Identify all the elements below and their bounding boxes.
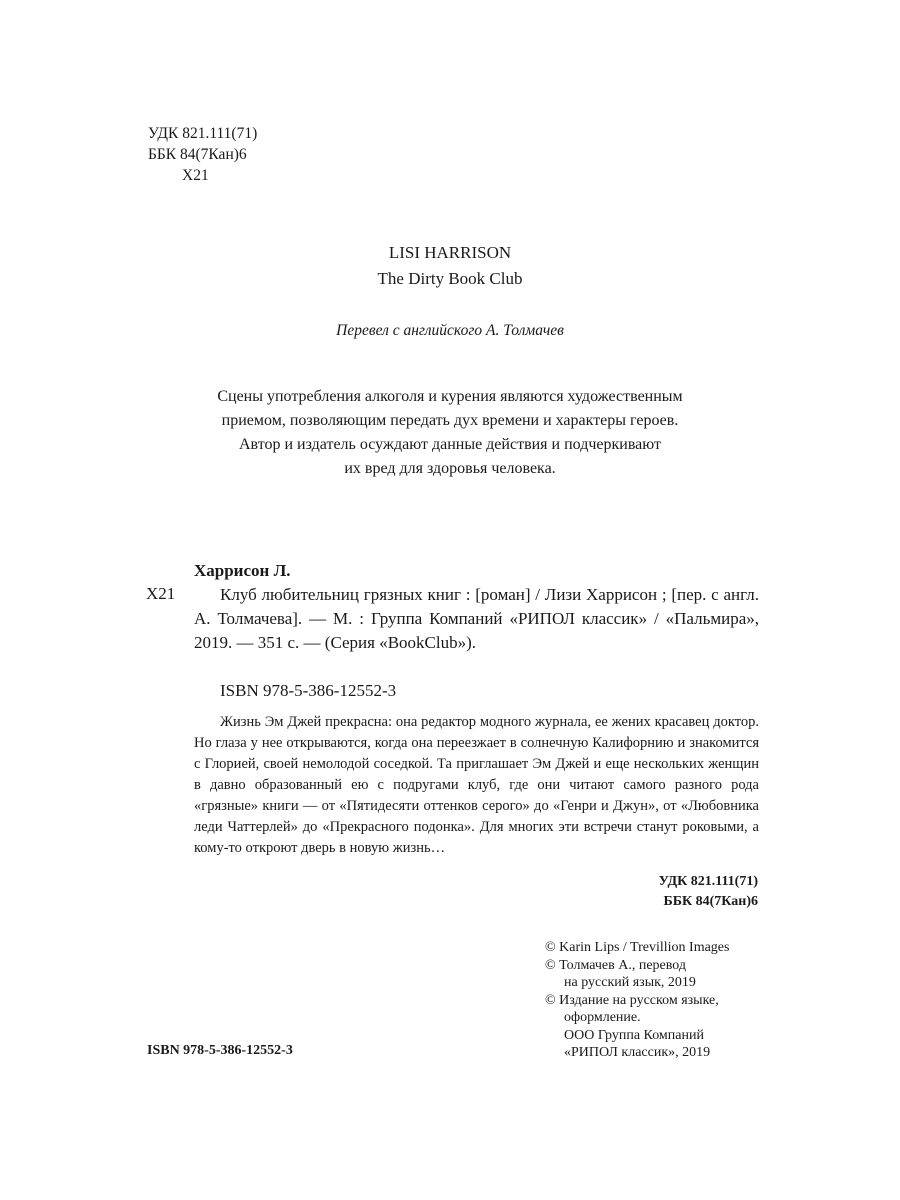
author-code: Х21 — [182, 167, 209, 184]
copyright-line: © Издание на русском языке, — [545, 992, 719, 1008]
copyright-block — [545, 939, 729, 1062]
bibliography-isbn: ISBN 978-5-386-12552-3 — [220, 681, 397, 700]
warning-line: Автор и издатель осуждают данные действия и подчеркивают — [238, 436, 662, 453]
copyright-line: ООО Группа Компаний — [564, 1027, 704, 1043]
warning-line: их вред для здоровья человека. — [344, 460, 556, 477]
health-warning — [150, 385, 750, 481]
translator-note: Перевел с английского А. Толмачев — [336, 322, 564, 339]
classification-codes — [148, 123, 257, 186]
original-author: LISI HARRISON — [388, 243, 512, 262]
copyright-line: © Karin Lips / Trevillion Images — [545, 940, 730, 955]
copyright-line: оформление. — [564, 1010, 641, 1025]
udk-code: УДК 821.111(71) — [148, 125, 258, 142]
bbk-code-right: ББК 84(7Кан)6 — [663, 894, 758, 909]
warning-line: Сцены употребления алкоголя и курения являются художественным — [217, 388, 683, 405]
copyright-line: «РИПОЛ классик», 2019 — [564, 1045, 711, 1060]
udk-code-right: УДК 821.111(71) — [658, 874, 758, 889]
bibliography-description: Клуб любительниц грязных книг : [роман] / Лизи Харрисон ; [пер. с англ. А. Толмачева]. — М. : Группа Компаний «РИПОЛ классик» / «Пальмира», 2019. — 351 с. — (Серия «BookClub»). — [194, 585, 759, 652]
copyright-line: на русский язык, 2019 — [564, 975, 696, 990]
book-annotation: Жизнь Эм Джей прекрасна: она редактор модного журнала, ее жених красавец доктор. Но глаза у нее открываются, когда она переезжает в солнечную Калифорнию и знакомится с Глорией, своей немолодой соседкой. Та приглашает Эм Джей и еще нескольких женщин в давно образованный ею с подругами клуб, где они читают самого разного рода «грязные» книги — от «Пятидесяти оттенков серого» до «Генри и Джун», от «Любовника леди Чаттерлей» до «Прекрасного подонка». Для многих эти встречи станут роковыми, а кому-то откроют дверь в новую жизнь… — [194, 714, 759, 856]
isbn-bottom: ISBN 978-5-386-12552-3 — [147, 1043, 293, 1058]
original-title: The Dirty Book Club — [377, 269, 523, 288]
bibliography-author: Харрисон Л. — [194, 561, 291, 580]
classification-codes-right — [560, 872, 758, 912]
bbk-code: ББК 84(7Кан)6 — [148, 146, 247, 163]
copyright-line: © Толмачев А., перевод — [545, 957, 686, 973]
warning-line: приемом, позволяющим передать дух времени и характеры героев. — [221, 412, 679, 429]
bibliography-code: Х21 — [146, 584, 176, 603]
original-edition — [0, 240, 900, 292]
